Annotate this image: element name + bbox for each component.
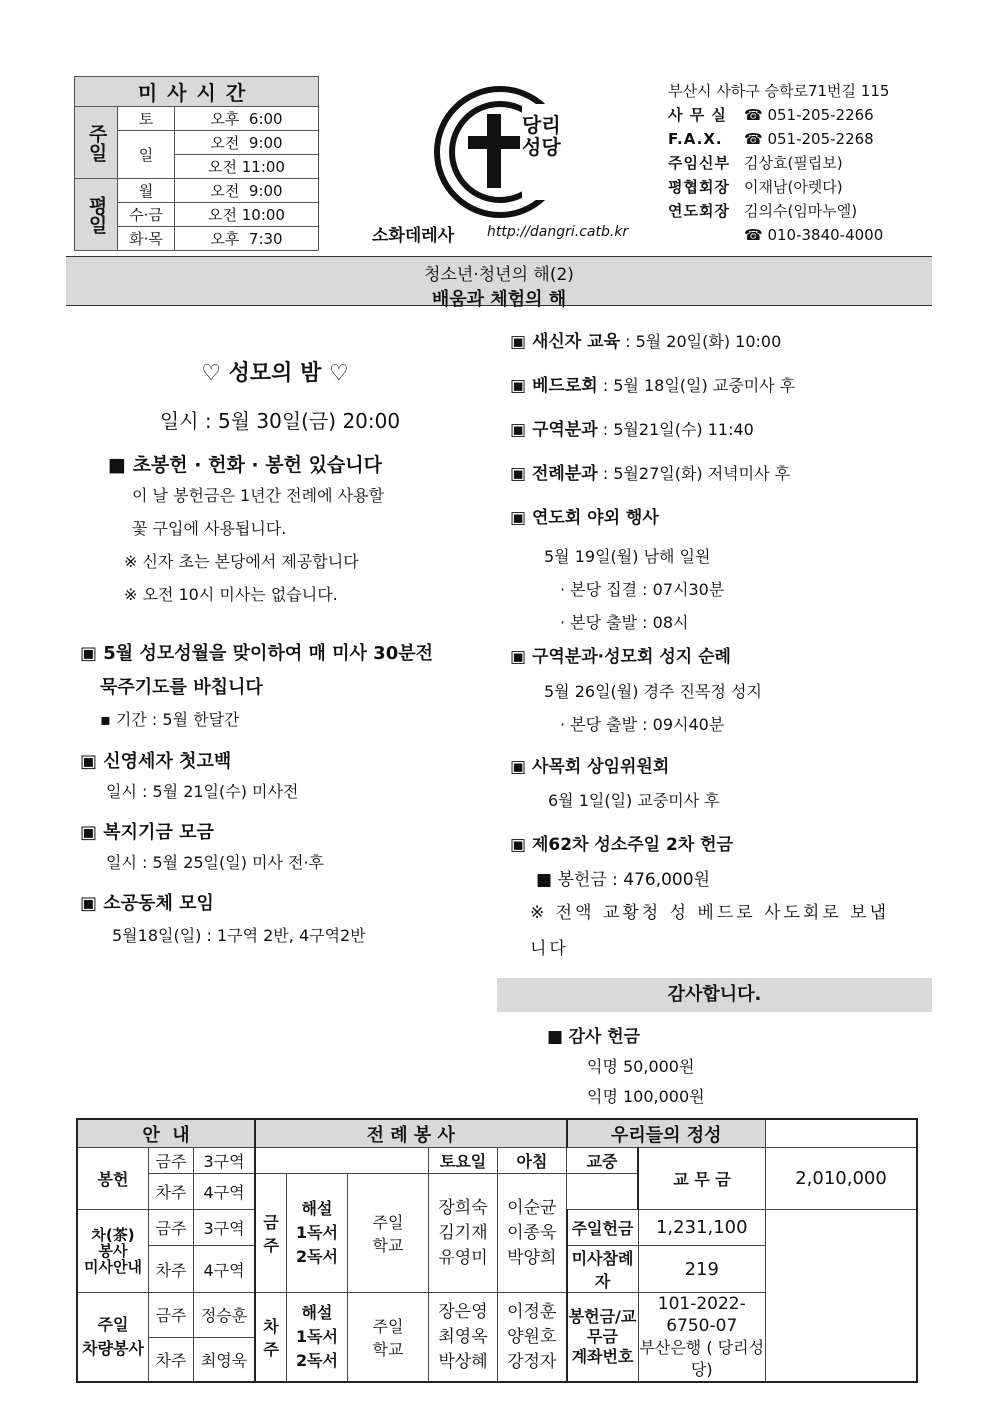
committee-title: 사목회 상임위원회 <box>531 757 670 777</box>
elder-label: 연도회장 <box>668 202 730 220</box>
mass-time: 오전 9:00 <box>175 179 319 203</box>
outing-title: 연도회 야외 행사 <box>531 508 659 528</box>
rosary-period: ▪ 기간 : 5월 한달간 <box>100 710 240 729</box>
thanks-block: ■ 감사 헌금 익명 50,000원 익명 100,000원 <box>547 1022 705 1112</box>
mass-day: 수·금 <box>118 203 175 227</box>
offering-header: 우리들의 정성 <box>567 1119 766 1148</box>
this-week: 금주 <box>149 1293 194 1338</box>
roles: 해설 1독서 2독서 <box>287 1174 348 1293</box>
morning-next: 장은영 최영옥 박상혜 <box>429 1293 498 1383</box>
contact-block <box>668 79 889 247</box>
right-column: ▣ 새신자 교육 : 5월 20일(화) 10:00 ▣ 베드로회 : 5월 18일(일) 교중미사 후 ▣ 구역분과 : 5월21일(수) 11:40 ▣ 전례분과 : 5월27일(화) 저녁미사 후 ▣ 연도회 야외 행사 5월 19일(월) 남해 일원 · 본당 집결 : 07시30분 · 본당 출발 : 08시 ▣ 구역분과·성모회 성지 순례 5월 26일(월) 경주 진목정 성지 · 본당 출발 : 09시40분 ▣ 사목회 상임위원회 6월 1일(일) 교중미사 후 ▣ 제62차 성소주일 2차 헌금 ■ 봉헌금 : 476,000원 ※ 전액 교황청 성 베드로 사도회로 보냅 니다 <box>510 320 930 967</box>
next-week: 차주 <box>149 1337 194 1382</box>
liturgy-title: 전례분과 <box>531 464 598 484</box>
patron-name: 소화데레사 <box>372 226 455 246</box>
col-saturday: 토요일 <box>429 1148 498 1174</box>
committee-date: 6월 1일(일) 교중미사 후 <box>548 791 720 810</box>
welfare-title: 복지기금 모금 <box>103 822 214 843</box>
guide-value: 정승훈 <box>194 1293 256 1338</box>
this-week: 금주 <box>149 1148 194 1174</box>
col-main-mass: 교중 <box>567 1148 639 1174</box>
elder-phone: ☎ 010-3840-4000 <box>744 226 884 244</box>
offering-value: 1,231,100 <box>638 1210 766 1246</box>
saturday-sunday-school: 주일 학교 <box>348 1293 429 1383</box>
confession-date: 일시 : 5월 21일(수) 미사전 <box>106 782 299 801</box>
mass-time: 오전 9:00 <box>175 131 319 155</box>
guide-value: 3구역 <box>194 1148 256 1174</box>
peter-date: : 5월 18일(일) 교중미사 후 <box>597 376 796 395</box>
liturgy-date: : 5월27일(화) 저녁미사 후 <box>597 464 791 483</box>
mass-time: 오전 10:00 <box>175 203 319 227</box>
vocation-note-2: 니다 <box>530 939 569 959</box>
main-next: 이정훈 양원호 강정자 <box>498 1293 567 1383</box>
theme-line-1: 청소년·청년의 해(2) <box>424 265 574 285</box>
rosary-night-heading: ♡ 성모의 밤 ♡ <box>201 361 349 386</box>
mass-times-table <box>74 76 319 251</box>
rosary-title: 5월 성모성월을 맞이하여 매 미사 30분전 <box>103 643 434 664</box>
col-morning: 아침 <box>498 1148 567 1174</box>
pastor-label: 주임신부 <box>668 154 730 172</box>
small-community-title: 소공동체 모임 <box>103 893 214 914</box>
newcomer-title: 새신자 교육 <box>531 332 621 352</box>
offering-key: 교 무 금 <box>638 1148 766 1210</box>
outing-gather: · 본당 집결 : 07시30분 <box>560 580 725 599</box>
offering-value: 219 <box>638 1246 766 1293</box>
website-link[interactable]: http://dangri.catb.kr <box>487 224 629 240</box>
liturgy-blank <box>255 1148 429 1174</box>
theme-banner <box>66 256 932 310</box>
mass-day: 일 <box>118 131 175 179</box>
account-key: 봉헌금/교무금 계좌번호 <box>567 1293 639 1383</box>
guide-header: 안 내 <box>77 1119 255 1148</box>
rosary-title-2: 묵주기도를 바칩니다 <box>100 677 263 698</box>
theme-line-2: 배움과 체험의 해 <box>431 289 567 310</box>
offering-key: 주일헌금 <box>567 1210 639 1246</box>
gift-line: 익명 100,000원 <box>587 1087 705 1106</box>
sunday-label: 주일 <box>75 107 118 179</box>
fax-number: ☎ 051-205-2268 <box>744 130 874 148</box>
guide-value: 4구역 <box>194 1174 256 1210</box>
guide-value: 4구역 <box>194 1246 256 1293</box>
vocation-amount: 봉헌금 : 476,000원 <box>557 870 710 890</box>
logo-text-2: 성당 <box>522 135 561 159</box>
morning-this: 장희숙 김기재 유영미 <box>429 1174 498 1293</box>
guide-car: 주일 차량봉사 <box>77 1293 149 1383</box>
zone-title: 구역분과 <box>531 420 598 440</box>
offering-note: ※ 오전 10시 미사는 없습니다. <box>124 585 338 604</box>
week-next: 차 주 <box>255 1293 287 1383</box>
account-number: 101-2022-6750-07 <box>657 1294 746 1336</box>
guide-value: 3구역 <box>194 1210 256 1246</box>
liturgy-header: 전 례 봉 사 <box>255 1119 567 1148</box>
left-column: ♡ 성모의 밤 ♡ 일시 : 5월 30일(금) 20:00 ■ 초봉헌 · 헌화 · 봉헌 있습니다 이 날 봉헌금은 1년간 전례에 사용할 꽃 구입에 사용됩니다. ※ 신자 초는 본당에서 제공합니다 ※ 오전 10시 미사는 없습니다. ▣ 5월 성모성월을 맞이하여 매 미사 30분전 묵주기도를 바칩니다 ▪ 기간 : 5월 한달간 ▣ 신영세자 첫고백 일시 : 5월 21일(수) 미사전 ▣ 복지기금 모금 일시 : 5월 25일(일) 미사 전·후 ▣ 소공동체 모임 5월18일(일) : 1구역 2반, 4구역2반 <box>80 356 480 946</box>
roles: 해설 1독서 2독서 <box>287 1293 348 1383</box>
main-this: 이순균 이종욱 박양희 <box>498 1174 567 1293</box>
account-value <box>638 1293 766 1383</box>
small-community-date: 5월18일(일) : 1구역 2반, 4구역2반 <box>112 926 366 945</box>
council-name: 이재남(아렛다) <box>744 178 843 196</box>
guide-offering: 봉헌 <box>77 1148 149 1210</box>
welfare-date: 일시 : 5월 25일(일) 미사 전·후 <box>106 853 325 872</box>
week-this: 금 주 <box>255 1174 287 1293</box>
office-label: 사 무 실 <box>668 106 727 124</box>
saturday-sunday-school: 주일 학교 <box>348 1174 429 1293</box>
mass-time: 오후 7:30 <box>175 227 319 251</box>
mass-day: 화·목 <box>118 227 175 251</box>
gift-line: 익명 50,000원 <box>587 1057 695 1076</box>
weekday-label: 평일 <box>75 179 118 251</box>
outing-date: 5월 19일(월) 남해 일원 <box>544 547 711 566</box>
mass-day: 토 <box>118 107 175 131</box>
office-phone: ☎ 051-205-2266 <box>744 106 874 124</box>
bottom-info-table <box>76 1118 918 1383</box>
pilgrimage-date: 5월 26일(월) 경주 진목정 성지 <box>544 682 762 701</box>
vocation-note: ※ 전액 교황청 성 베드로 사도회로 보냅 <box>530 903 889 923</box>
offering-title: 초봉헌 · 헌화 · 봉헌 있습니다 <box>132 454 382 476</box>
mass-title: 미사시간 <box>75 77 319 107</box>
newcomer-date: : 5월 20일(화) 10:00 <box>620 332 782 351</box>
zone-date: : 5월21일(수) 11:40 <box>597 420 754 439</box>
offering-line: 이 날 봉헌금은 1년간 전례에 사용할 <box>132 486 384 505</box>
logo-text-1: 당리 <box>522 113 561 137</box>
next-week: 차주 <box>149 1174 194 1210</box>
rosary-night-date: 일시 : 5월 30일(금) 20:00 <box>159 409 401 433</box>
pastor-name: 김상효(필립보) <box>744 154 843 172</box>
offering-key: 미사참례자 <box>567 1246 639 1293</box>
vocation-title: 제62차 성소주일 2차 헌금 <box>531 835 734 855</box>
peter-title: 베드로회 <box>531 376 598 396</box>
thanks-banner: 감사합니다. <box>497 978 932 1012</box>
mass-time: 오전 11:00 <box>175 155 319 179</box>
next-week: 차주 <box>149 1246 194 1293</box>
mass-time: 오후 6:00 <box>175 107 319 131</box>
confession-title: 신영세자 첫고백 <box>103 751 232 772</box>
offering-note: ※ 신자 초는 본당에서 제공합니다 <box>124 552 359 571</box>
outing-depart: · 본당 출발 : 08시 <box>560 613 689 632</box>
pilgrimage-title: 구역분과·성모회 성지 순례 <box>531 647 731 667</box>
offering-value: 2,010,000 <box>766 1148 918 1210</box>
mass-day: 월 <box>118 179 175 203</box>
church-logo <box>432 84 568 220</box>
council-label: 평협회장 <box>668 178 730 196</box>
guide-value: 최영욱 <box>194 1337 256 1382</box>
offering-line: 꽃 구입에 사용됩니다. <box>132 519 287 538</box>
fax-label: F.A.X. <box>668 130 723 148</box>
gift-title: 감사 헌금 <box>568 1027 641 1047</box>
this-week: 금주 <box>149 1210 194 1246</box>
guide-tea: 차(茶) 봉사 미사안내 <box>77 1210 149 1293</box>
pilgrimage-depart: · 본당 출발 : 09시40분 <box>560 715 725 734</box>
account-bank: 부산은행 ( 당리성당) <box>639 1338 765 1379</box>
elder-name: 김의수(임마누엘) <box>744 202 858 220</box>
address: 부산시 사하구 승학로71번길 115 <box>668 82 890 100</box>
